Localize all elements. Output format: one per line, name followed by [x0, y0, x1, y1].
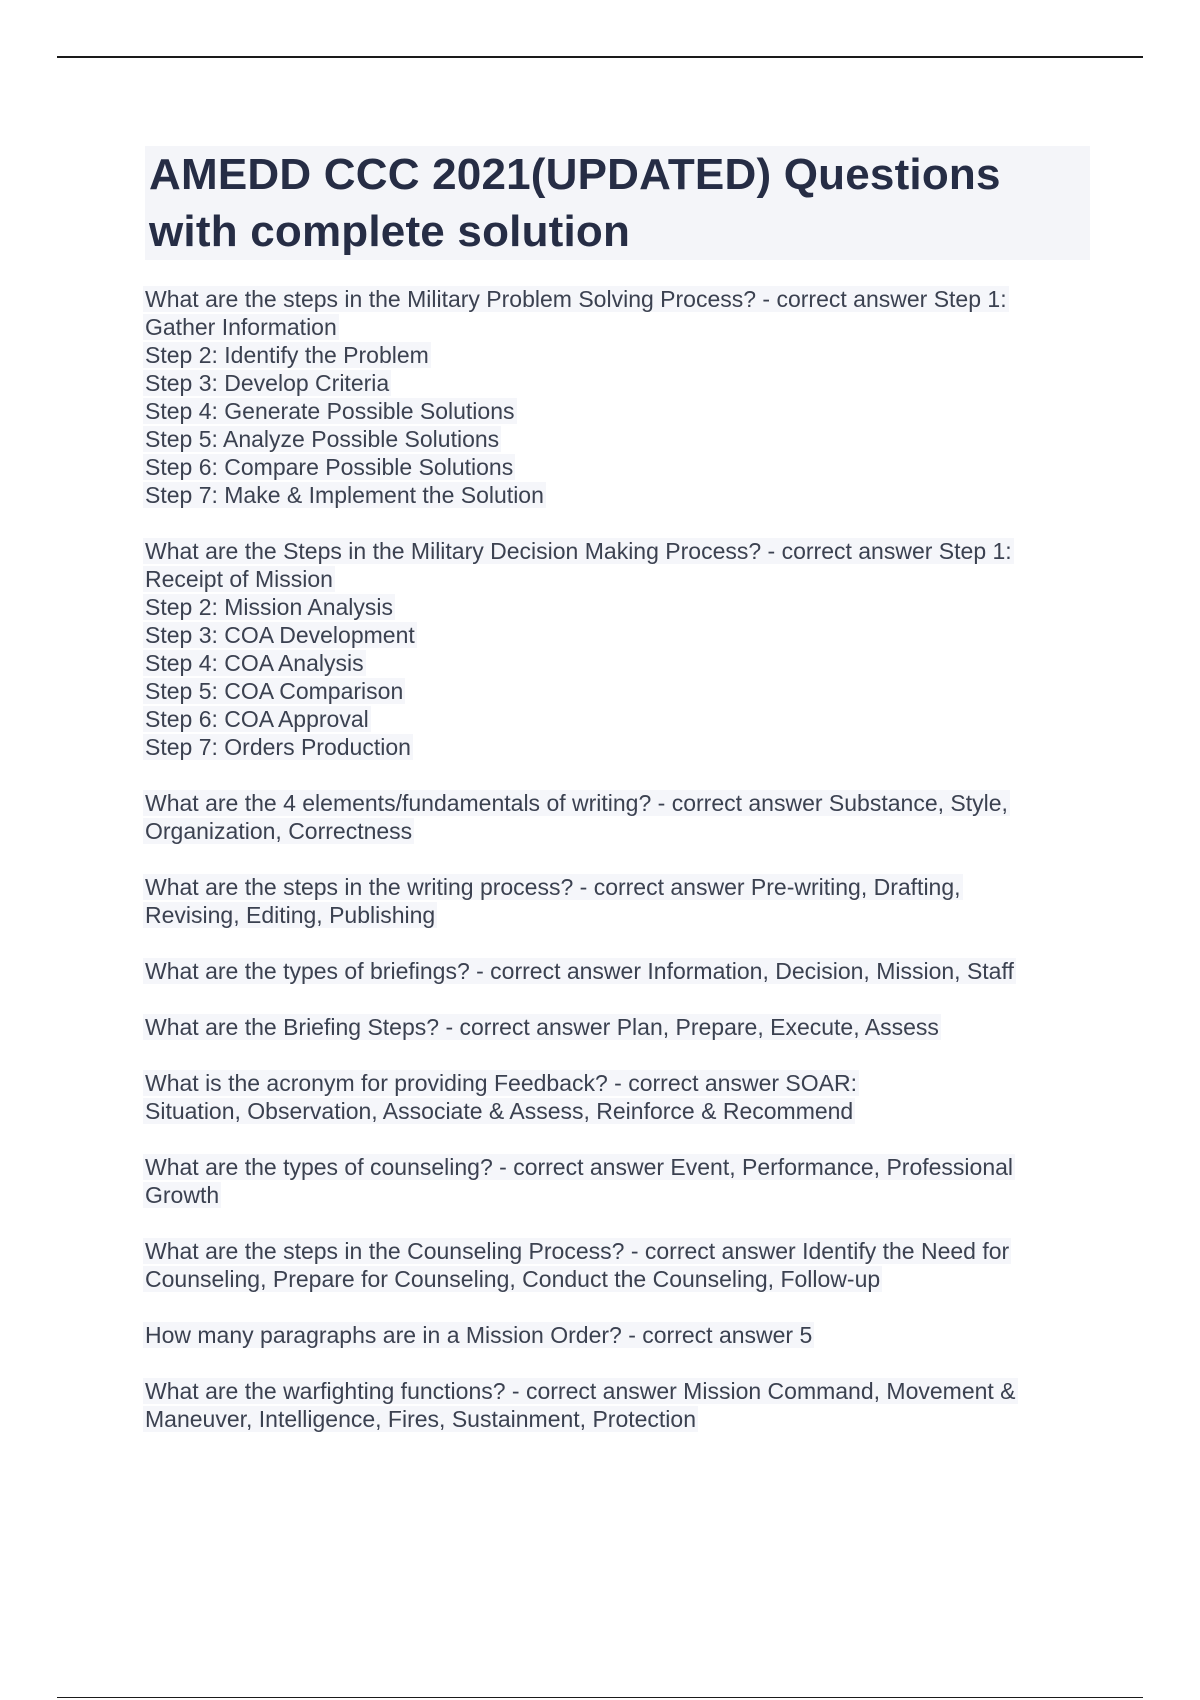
qa-answer-line [145, 705, 1095, 733]
qa-answer-line [145, 481, 1095, 509]
qa-line-text: What are the Steps in the Military Decision Making Process? - correct answer Step 1: [145, 538, 1012, 564]
qa-line-text: What are the 4 elements/fundamentals of writing? - correct answer Substance, Style, [145, 790, 1008, 816]
qa-line-text: Step 4: COA Analysis [145, 650, 364, 676]
qa-line-text: Step 6: COA Approval [145, 706, 369, 732]
qa-question-line [145, 1013, 1095, 1041]
qa-line-text: Step 4: Generate Possible Solutions [145, 398, 515, 424]
qa-answer-line [145, 1265, 1095, 1293]
qa-question-line [145, 873, 1095, 901]
qa-line-text: What are the steps in the Military Problem Solving Process? - correct answer Step 1: [145, 286, 1007, 312]
qa-line-text: Step 3: COA Development [145, 622, 415, 648]
qa-answer-line [145, 1181, 1095, 1209]
qa-answer-line [145, 397, 1095, 425]
qa-answer-line [145, 901, 1095, 929]
qa-line-text: What are the steps in the writing process? - correct answer Pre-writing, Drafting, [145, 874, 961, 900]
qa-line-text: Step 2: Mission Analysis [145, 594, 394, 620]
qa-entry [145, 789, 1095, 845]
qa-entry [145, 957, 1095, 985]
document-title-block [145, 146, 1090, 260]
qa-line-text: Counseling, Prepare for Counseling, Conduct the Counseling, Follow-up [145, 1266, 881, 1292]
qa-entry [145, 1237, 1095, 1293]
qa-line-text: What are the Briefing Steps? - correct answer Plan, Prepare, Execute, Assess [145, 1014, 939, 1040]
qa-line-text: Maneuver, Intelligence, Fires, Sustainment, Protection [145, 1406, 697, 1432]
qa-line-text: Step 5: Analyze Possible Solutions [145, 426, 500, 452]
qa-question-line [145, 285, 1095, 313]
qa-question-line [145, 1237, 1095, 1265]
qa-line-text: What are the warfighting functions? - correct answer Mission Command, Movement & [145, 1378, 1016, 1404]
qa-entry [145, 873, 1095, 929]
qa-answer-line [145, 1097, 1095, 1125]
document-title [149, 146, 1086, 260]
qa-entry [145, 1069, 1095, 1125]
qa-answer-line [145, 621, 1095, 649]
qa-line-text: What is the acronym for providing Feedback? - correct answer SOAR: [145, 1070, 858, 1096]
qa-line-text: Revising, Editing, Publishing [145, 902, 436, 928]
qa-line-text: Step 6: Compare Possible Solutions [145, 454, 514, 480]
qa-answer-line [145, 341, 1095, 369]
qa-question-line [145, 537, 1095, 565]
qa-answer-line [145, 369, 1095, 397]
qa-line-text: Step 2: Identify the Problem [145, 342, 429, 368]
qa-line-text: Growth [145, 1182, 220, 1208]
qa-question-line [145, 1377, 1095, 1405]
qa-answer-line [145, 313, 1095, 341]
qa-line-text: Organization, Correctness [145, 818, 413, 844]
qa-entry [145, 537, 1095, 761]
top-page-rule [57, 56, 1143, 58]
qa-question-line [145, 1321, 1095, 1349]
bottom-page-rule [57, 1697, 1143, 1698]
qa-answer-line [145, 593, 1095, 621]
qa-content [145, 285, 1095, 1461]
qa-entry [145, 1321, 1095, 1349]
qa-line-text: What are the types of counseling? - correct answer Event, Performance, Professional [145, 1154, 1014, 1180]
qa-entry [145, 1153, 1095, 1209]
title-line-1: AMEDD CCC 2021(UPDATED) Questions [149, 150, 1001, 199]
qa-question-line [145, 1069, 1095, 1097]
qa-answer-line [145, 565, 1095, 593]
qa-entry [145, 1377, 1095, 1433]
qa-answer-line [145, 677, 1095, 705]
qa-answer-line [145, 817, 1095, 845]
qa-question-line [145, 789, 1095, 817]
qa-answer-line [145, 733, 1095, 761]
qa-answer-line [145, 1405, 1095, 1433]
qa-question-line [145, 1153, 1095, 1181]
qa-line-text: Step 7: Orders Production [145, 734, 411, 760]
qa-line-text: Situation, Observation, Associate & Assess, Reinforce & Recommend [145, 1098, 854, 1124]
qa-question-line [145, 957, 1095, 985]
qa-line-text: How many paragraphs are in a Mission Order? - correct answer 5 [145, 1322, 813, 1348]
qa-line-text: What are the types of briefings? - correct answer Information, Decision, Mission, Staff [145, 958, 1014, 984]
qa-line-text: Receipt of Mission [145, 566, 333, 592]
qa-line-text: Step 5: COA Comparison [145, 678, 404, 704]
qa-line-text: What are the steps in the Counseling Process? - correct answer Identify the Need for [145, 1238, 1010, 1264]
title-line-2: with complete solution [149, 207, 631, 256]
qa-answer-line [145, 453, 1095, 481]
qa-answer-line [145, 425, 1095, 453]
qa-entry [145, 1013, 1095, 1041]
qa-line-text: Step 7: Make & Implement the Solution [145, 482, 544, 508]
qa-entry [145, 285, 1095, 509]
qa-line-text: Step 3: Develop Criteria [145, 370, 390, 396]
qa-line-text: Gather Information [145, 314, 337, 340]
qa-answer-line [145, 649, 1095, 677]
